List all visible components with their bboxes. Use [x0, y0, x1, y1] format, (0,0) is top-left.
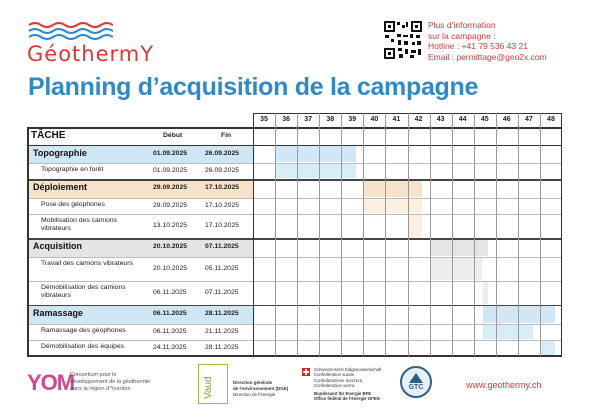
task-group-end: 17.10.2025	[205, 184, 240, 192]
week-divider	[341, 113, 342, 356]
task-group-name: Acquisition	[33, 241, 82, 252]
week-header-47: 47	[524, 116, 533, 123]
gantt-bar-task	[363, 199, 422, 213]
yom-description: Consortium pour le développement de la géothermie dans la région d’Yverdon	[70, 372, 151, 392]
gantt-bar-task	[483, 282, 488, 304]
gantt-bar-task	[275, 164, 356, 178]
vaud-logo: Vaud	[198, 364, 228, 404]
website-link[interactable]: www.geothermy.ch	[466, 380, 542, 390]
header-end: Fin	[221, 132, 232, 139]
header-start: Début	[163, 132, 183, 139]
footer	[0, 362, 595, 420]
task-name: Pose des géophones	[41, 200, 105, 208]
week-area-left	[253, 113, 254, 356]
table-right	[561, 113, 563, 356]
task-end: 07.11.2025	[205, 289, 239, 297]
task-group-end: 26.09.2025	[205, 150, 240, 157]
week-header-42: 42	[414, 116, 423, 123]
task-name: Topographie en forêt	[41, 166, 104, 174]
geothermy-logo	[27, 20, 207, 70]
task-name: Démobilisation des équipes	[41, 342, 125, 350]
week-header-39: 39	[348, 116, 357, 123]
hotline-text[interactable]: Hotline : +41 79 536 43 21	[428, 41, 528, 51]
week-divider	[319, 113, 320, 356]
email-text[interactable]: Email : permittage@geo2x.com	[428, 51, 547, 62]
task-name: Mobilisation des camions vibrateurs	[41, 216, 117, 232]
task-end: 05.11.2025	[205, 264, 239, 272]
gantt-bar-group	[363, 180, 422, 196]
table-bottom	[27, 355, 562, 357]
task-start: 13.10.2025	[153, 222, 188, 230]
task-name: Ramassage des géophones	[41, 326, 126, 334]
week-header-44: 44	[458, 116, 467, 123]
row-divider	[27, 214, 562, 215]
week-header-43: 43	[436, 116, 445, 123]
gantt-bar-task	[483, 325, 532, 339]
week-header-45: 45	[480, 116, 489, 123]
task-group-end: 07.11.2025	[205, 243, 239, 251]
qr-code-icon[interactable]	[383, 20, 423, 60]
task-end: 26.09.2025	[205, 167, 240, 175]
week-divider	[297, 113, 298, 356]
row-divider	[27, 198, 562, 199]
task-group-name: Déploiement	[33, 182, 88, 193]
week-header-38: 38	[326, 116, 335, 123]
row-divider	[27, 281, 562, 282]
task-start: 06.11.2025	[153, 289, 187, 297]
header-task: TÂCHE	[31, 130, 66, 141]
contact-info	[428, 20, 547, 62]
row-divider	[27, 163, 562, 164]
task-start: 01.09.2025	[153, 167, 188, 175]
week-divider	[275, 113, 276, 356]
task-end: 17.10.2025	[205, 201, 240, 209]
gantt-bar-task	[540, 341, 555, 355]
gtc-logo: GTC	[400, 366, 432, 398]
week-header-41: 41	[392, 116, 401, 123]
task-group-end: 28.11.2025	[205, 310, 239, 318]
task-name: Travail des camions vibrateurs	[41, 259, 133, 267]
gantt-bar-group	[275, 146, 356, 162]
table-left	[27, 127, 29, 356]
contact-line-2: sur la campagne :	[428, 30, 496, 41]
task-name: Démobilisation des camions vibrateurs	[41, 283, 126, 299]
canton-text: Direction générale de l’environnement (DGE) Direction de l’énergie	[233, 380, 289, 397]
week-divider	[474, 113, 475, 356]
header-bottom	[27, 145, 562, 146]
week-divider	[363, 113, 364, 356]
week-header-36: 36	[282, 116, 290, 123]
task-start: 20.10.2025	[153, 264, 188, 272]
yom-logo: YOM	[27, 370, 75, 395]
group-divider	[27, 179, 562, 180]
week-divider	[496, 113, 497, 356]
task-start: 29.09.2025	[153, 201, 188, 209]
contact-line-1: Plus d’information	[428, 20, 496, 30]
waves-icon	[27, 20, 113, 42]
task-start: 24.11.2025	[153, 343, 187, 351]
task-group-start: 20.10.2025	[153, 243, 188, 251]
task-end: 17.10.2025	[205, 222, 240, 230]
task-group-start: 29.09.2025	[153, 184, 188, 192]
group-divider	[27, 238, 562, 239]
task-end: 28.11.2025	[205, 343, 239, 351]
week-header-37: 37	[304, 116, 313, 123]
gantt-table	[27, 113, 562, 356]
week-divider	[430, 113, 431, 356]
week-divider	[408, 113, 409, 356]
row-divider	[27, 324, 562, 325]
week-divider	[452, 113, 453, 356]
week-divider	[540, 113, 541, 356]
week-header-35: 35	[260, 116, 268, 123]
task-group-name: Topographie	[33, 148, 87, 158]
gantt-bar-task	[408, 215, 423, 237]
row-divider	[27, 340, 562, 341]
table-top	[27, 127, 562, 129]
week-header-48: 48	[547, 116, 555, 123]
task-start: 06.11.2025	[153, 327, 187, 335]
group-divider	[27, 305, 562, 306]
swiss-confederation-text: Schweizerische Eidgenossenschaft Confédération suisse Confederazione Svizzera Confederaziun svizra Bundesamt für Energie BFE Office fédéral de l’énergie OFEN	[314, 367, 382, 402]
task-end: 21.11.2025	[205, 327, 239, 335]
week-header-46: 46	[502, 116, 511, 123]
row-divider	[27, 257, 562, 258]
week-divider	[385, 113, 386, 356]
page-title: Planning d’acquisition de la campagne	[28, 73, 479, 101]
week-divider	[518, 113, 519, 356]
task-group-start: 01.09.2025	[153, 150, 188, 157]
gantt-bar-group	[483, 306, 555, 322]
week-header-40: 40	[370, 116, 379, 123]
brand-name: GéothermY	[27, 42, 155, 66]
task-group-start: 06.11.2025	[153, 310, 187, 318]
swiss-flag-icon	[302, 368, 310, 376]
gantt-bar-group	[430, 239, 489, 255]
task-group-name: Ramassage	[33, 308, 84, 319]
